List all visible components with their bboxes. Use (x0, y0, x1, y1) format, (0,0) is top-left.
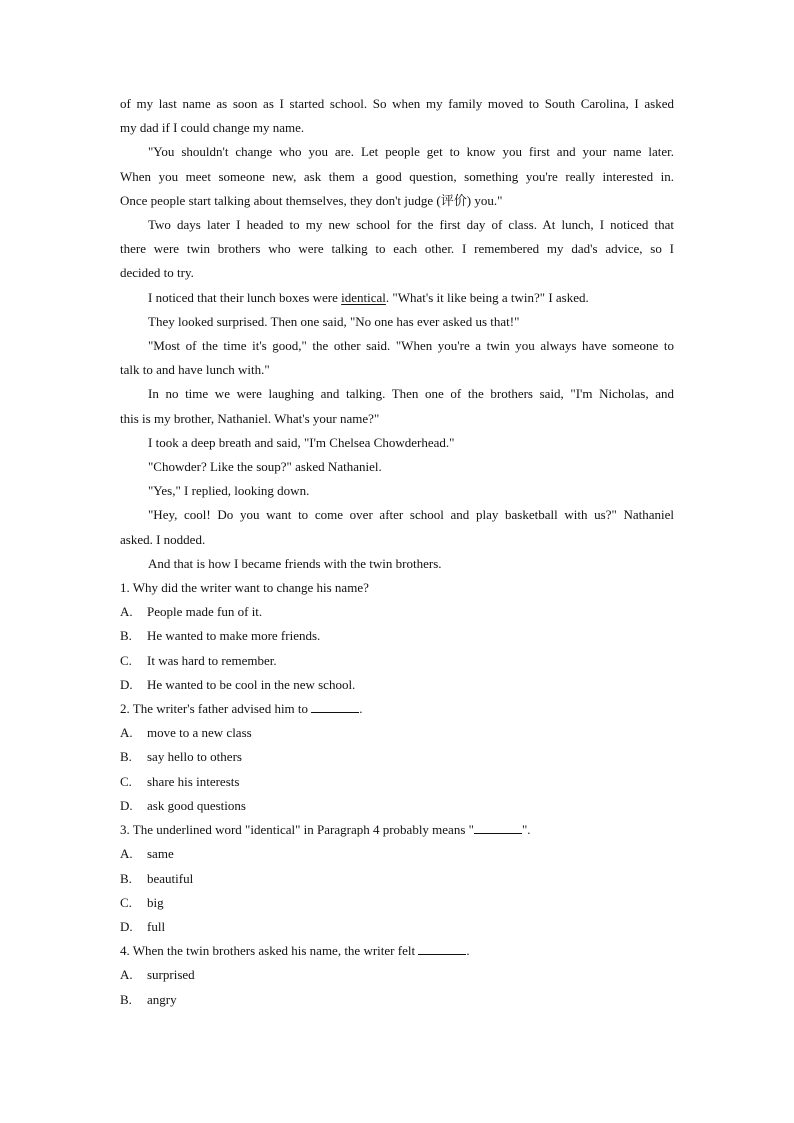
paragraph-3-line-1: Two days later I headed to my new school for the first day of class. At lunch, I noticed that (148, 217, 674, 233)
option-c (120, 649, 674, 673)
option-text: beautiful (147, 870, 194, 886)
option-text: He wanted to make more friends. (147, 628, 321, 644)
question-stem (120, 818, 674, 842)
underlined-word-identical: identical (341, 289, 386, 305)
paragraph-11-line-1: "Hey, cool! Do you want to come over after school and play basketball with us?" Nathaniel (148, 507, 674, 523)
paragraph-12: And that is how I became friends with the twin brothers. (148, 555, 442, 571)
option-letter: C. (120, 894, 132, 910)
option-text: ask good questions (147, 797, 246, 813)
question-stem (120, 576, 674, 600)
option-text: full (147, 918, 166, 934)
option-d (120, 794, 674, 818)
option-letter: A. (120, 604, 133, 620)
option-b (120, 867, 674, 891)
option-c (120, 891, 674, 915)
paragraph-10: "Yes," I replied, looking down. (148, 483, 310, 499)
option-c (120, 770, 674, 794)
answer-blank (474, 822, 522, 834)
option-text: same (147, 846, 174, 862)
option-a (120, 721, 674, 745)
question-stem-end: ". (521, 822, 531, 838)
option-letter: B. (120, 749, 132, 765)
option-letter: A. (120, 967, 133, 983)
question-stem-text: 1. Why did the writer want to change his name? (120, 580, 369, 596)
paragraph-7-line-2: this is my brother, Nathaniel. What's your name?" (120, 410, 380, 426)
paragraph-2-line-2: When you meet someone new, ask them a good question, something you're really interested in. (120, 168, 674, 184)
question-3 (120, 818, 674, 939)
option-text: He wanted to be cool in the new school. (147, 676, 356, 692)
paragraph-3-line-3: decided to try. (120, 265, 194, 281)
paragraph-2-line-3: Once people start talking about themselves, they don't judge (评价) you." (120, 192, 503, 208)
option-b (120, 624, 674, 648)
question-stem-text: 3. The underlined word "identical" in Paragraph 4 probably means " (120, 822, 474, 838)
question-stem-text: 2. The writer's father advised him to (120, 701, 312, 717)
paragraph-4-text-post: . "What's it like being a twin?" I asked. (385, 289, 589, 305)
option-text: big (147, 894, 164, 910)
option-text: say hello to others (147, 749, 242, 765)
question-stem-end: . (359, 701, 363, 717)
option-letter: D. (120, 918, 133, 934)
option-letter: D. (120, 797, 133, 813)
reading-passage (120, 92, 674, 576)
option-letter: C. (120, 773, 132, 789)
question-stem-end: . (466, 943, 470, 959)
option-b (120, 988, 674, 1012)
option-text: share his interests (147, 773, 240, 789)
option-letter: A. (120, 725, 133, 741)
paragraph-1-line-1: of my last name as soon as I started school. So when my family moved to South Carolina, I asked (120, 96, 674, 111)
option-text: move to a new class (147, 725, 252, 741)
paragraph-11-line-2: asked. I nodded. (120, 531, 206, 547)
question-stem (120, 697, 674, 721)
answer-blank (311, 701, 359, 713)
option-d (120, 915, 674, 939)
option-letter: B. (120, 870, 132, 886)
paragraph-5: They looked surprised. Then one said, "No one has ever asked us that!" (148, 313, 520, 329)
paragraph-6-line-1: "Most of the time it's good," the other said. "When you're a twin you always have someone to (148, 338, 674, 354)
question-stem (120, 939, 674, 963)
paragraph-1-line-2: my dad if I could change my name. (120, 120, 305, 136)
option-letter: B. (120, 628, 132, 644)
paragraph-6-line-2: talk to and have lunch with." (120, 362, 270, 378)
option-letter: A. (120, 846, 133, 862)
option-letter: D. (120, 676, 133, 692)
option-letter: C. (120, 652, 132, 668)
paragraph-8: I took a deep breath and said, "I'm Chelsea Chowderhead." (148, 434, 455, 450)
option-d (120, 673, 674, 697)
paragraph-4-text-pre: I noticed that their lunch boxes were (148, 289, 342, 305)
paragraph-2-line-1: "You shouldn't change who you are. Let people get to know you first and your name later. (148, 144, 674, 160)
paragraph-3-line-2: there were twin brothers who were talking to each other. I remembered my dad's advice, so I (120, 241, 674, 257)
document-page (120, 92, 674, 1012)
paragraph-4 (120, 286, 674, 310)
paragraph-7-line-1: In no time we were laughing and talking. Then one of the brothers said, "I'm Nicholas, and (148, 386, 674, 402)
option-text: surprised (147, 967, 195, 983)
option-a (120, 600, 674, 624)
option-text: It was hard to remember. (147, 652, 277, 668)
question-1 (120, 576, 674, 697)
question-stem-text: 4. When the twin brothers asked his name, the writer felt (120, 943, 419, 959)
paragraph-9: "Chowder? Like the soup?" asked Nathaniel. (148, 459, 382, 475)
option-text: People made fun of it. (147, 604, 263, 620)
option-a (120, 842, 674, 866)
option-a (120, 963, 674, 987)
answer-blank (418, 943, 466, 955)
question-list (120, 576, 674, 1012)
option-letter: B. (120, 991, 132, 1007)
question-2 (120, 697, 674, 818)
question-4 (120, 939, 674, 1012)
option-text: angry (147, 991, 177, 1007)
option-b (120, 745, 674, 769)
